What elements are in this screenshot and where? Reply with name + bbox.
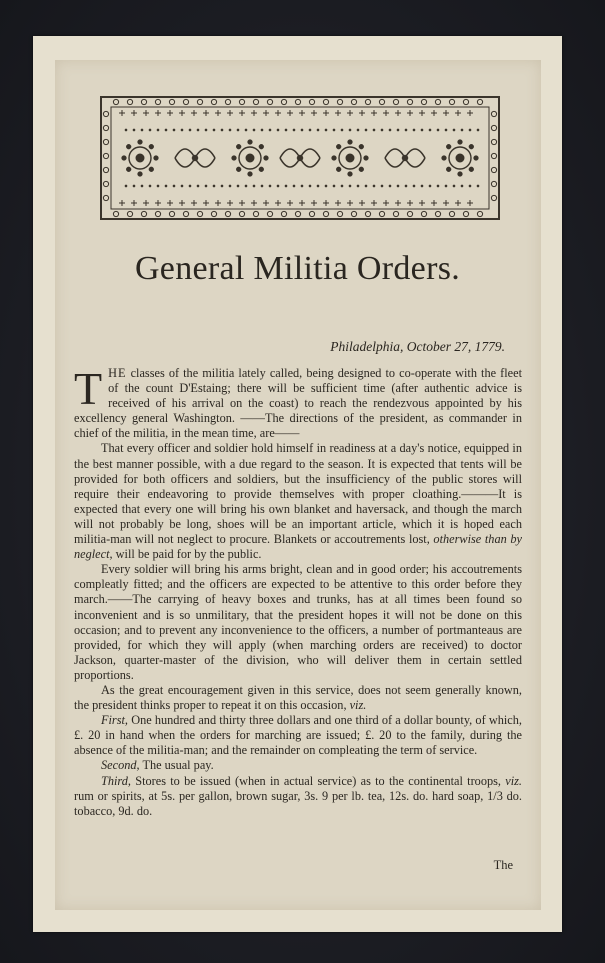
first-text: One hundred and thirty three dollars and one third of a dollar bounty, of which, £. 20 in hand when the orders for marching are issued; £. 20 to the family, during the absence of the militia-man; and the remainder on compleating the term of service. xyxy=(74,713,522,758)
ornament-icon xyxy=(100,96,500,220)
paragraph-second xyxy=(74,758,522,773)
paragraph-2 xyxy=(74,441,522,562)
third-italic: viz. xyxy=(505,773,522,788)
paragraph-1-text: classes of the militia lately called, being designed to co-operate with the fleet of the count D'Estaing; there will be sufficient time (after authentic advice is received of his arrival on the coast) to reach the rendezvous appointed by his excellency general Washington. ——The directions of the president, as commander in chief of the militia, in the mean time, are—— xyxy=(74,366,522,441)
paragraph-2-text-a: That every officer and soldier hold himself in readiness at a day's notice, equipped in the best manner possible, with a due regard to the season. It is expected that tents will be provided for both officers and soldiers, but the insufficiency of the public stores will require their endeavoring to provide themselves with proper cloathing.———It is expected that every one will bring his own blanket and haversack, and though the march will not probably be long, shoes will be an important article, which it is hoped each militia-man will not neglect to procure. Blankets or accoutrements lost, xyxy=(74,441,522,547)
third-label: Third, xyxy=(101,773,131,788)
third-text-a: Stores to be issued (when in actual service) as to the continental troops, xyxy=(130,773,506,788)
paragraph-4-text: As the great encouragement given in this service, does not seem generally known, the president thinks proper to repeat it on this occasion, xyxy=(74,682,522,713)
ornamental-header-border xyxy=(100,96,500,220)
paragraph-2-text-b: will be paid for by the public. xyxy=(112,547,262,562)
page-title: General Militia Orders. xyxy=(134,250,461,287)
paragraph-1 xyxy=(74,363,522,441)
third-text-b: rum or spirits, at 5s. per gallon, brown sugar, 3s. 9 per lb. tea, 12s. do. hard soap, 1/3 do. tobacco, 9d. do. xyxy=(74,788,522,818)
second-label: Second, xyxy=(101,758,140,773)
first-label: First, xyxy=(101,713,128,728)
second-text: The usual pay. xyxy=(139,758,214,773)
dateline: Philadelphia, October 27, 1779. xyxy=(330,339,505,354)
lead-word: HE xyxy=(108,366,127,380)
paragraph-4-italic: viz. xyxy=(349,698,367,713)
paragraph-4 xyxy=(74,683,522,713)
document-body xyxy=(74,363,522,819)
paragraph-third xyxy=(74,774,522,819)
paragraph-2-italic: otherwise than by neglect, xyxy=(74,532,522,562)
catchword: The xyxy=(493,858,513,872)
paragraph-3: Every soldier will bring his arms bright, clean and in good order; his accoutrements compleatly fitted; and the officers are expected to be attentive to this order before they march.——The carrying of heavy boxes and trunks, has at all times been found so inconvenient and is so unmilitary, that the president hopes it will not be done on this occasion; and to prevent any inconvenience to the officers, a number of portmanteaus are provided, for which they will apply (when marching orders are received) to doctor Jackson, quarter-master of the division, who will deliver them in certain settled proportions. xyxy=(74,562,522,682)
paragraph-first xyxy=(74,713,522,758)
drop-cap: T xyxy=(74,363,103,414)
